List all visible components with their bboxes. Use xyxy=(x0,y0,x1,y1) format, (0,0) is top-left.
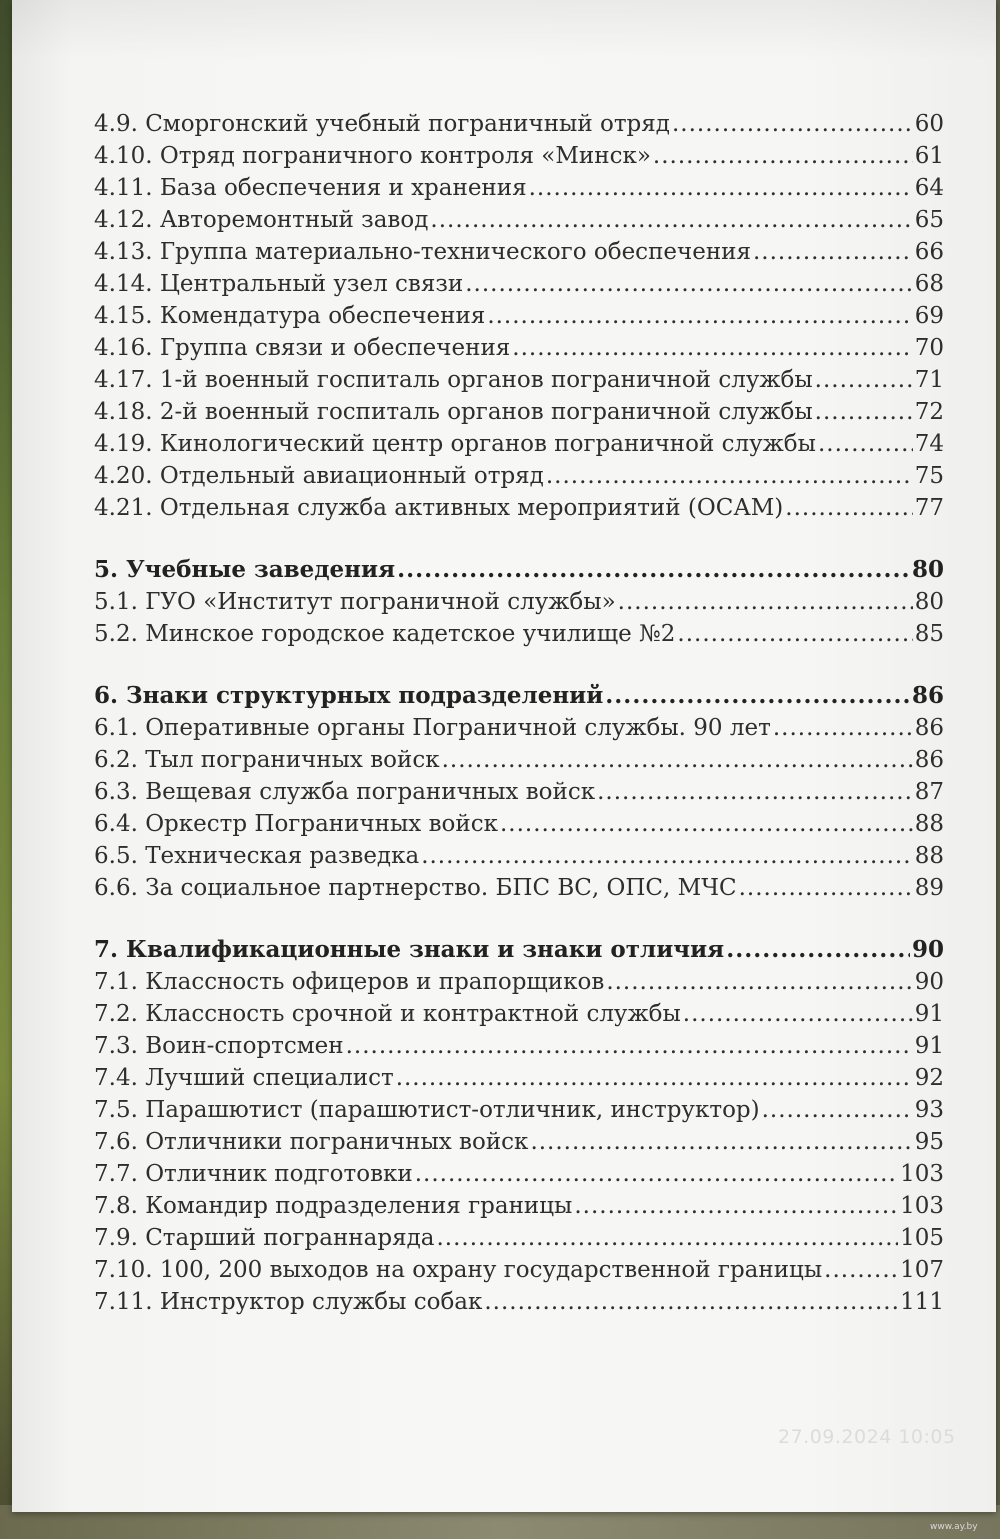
toc-entry xyxy=(94,1158,944,1190)
toc-entry xyxy=(94,300,944,332)
toc-page-number: 61 xyxy=(914,143,944,169)
toc-entry xyxy=(94,1126,944,1158)
toc-entry xyxy=(94,140,944,172)
toc-leader-dots xyxy=(677,618,912,650)
section-spacer xyxy=(94,524,944,554)
toc-entry-title: 4.11. База обеспечения и хранения xyxy=(94,175,527,201)
toc-entry-title: 4.13. Группа материально-технического обеспечения xyxy=(94,239,751,265)
toc-leader-dots xyxy=(415,1158,898,1190)
toc-page-number: 90 xyxy=(911,936,944,963)
toc-entry xyxy=(94,172,944,204)
toc-page-number: 77 xyxy=(914,495,944,521)
toc-page-number: 92 xyxy=(914,1065,944,1091)
toc-section-heading xyxy=(94,934,944,966)
toc-entry-title: 5.1. ГУО «Институт пограничной службы» xyxy=(94,589,616,615)
toc-entry-title: 4.14. Центральный узел связи xyxy=(94,271,464,297)
toc-entry xyxy=(94,1094,944,1126)
toc-leader-dots xyxy=(436,1222,898,1254)
toc-entry-title: 5.2. Минское городское кадетское училище №2 xyxy=(94,621,676,647)
toc-page-number: 91 xyxy=(914,1033,944,1059)
toc-page-number: 80 xyxy=(914,589,944,615)
toc-leader-dots xyxy=(430,204,912,236)
toc-leader-dots xyxy=(824,1254,898,1286)
toc-entry xyxy=(94,396,944,428)
toc-leader-dots xyxy=(653,140,913,172)
toc-page-number: 86 xyxy=(911,682,944,709)
toc-entry xyxy=(94,618,944,650)
toc-entry xyxy=(94,712,944,744)
toc-entry-title: 4.20. Отдельный авиационный отряд xyxy=(94,463,544,489)
toc-entry-title: 7.8. Командир подразделения границы xyxy=(94,1193,573,1219)
toc-entry-title: 4.10. Отряд пограничного контроля «Минск» xyxy=(94,143,651,169)
toc-entry-title: 7.2. Классность срочной и контрактной службы xyxy=(94,1001,681,1027)
toc-entry-title: 5. Учебные заведения xyxy=(94,556,396,583)
toc-entry-title: 4.18. 2-й военный госпиталь органов пограничной службы xyxy=(94,399,813,425)
toc-page-number: 111 xyxy=(900,1289,944,1315)
section-spacer xyxy=(94,650,944,680)
toc-leader-dots xyxy=(739,872,913,904)
toc-entry-title: 6. Знаки структурных подразделений xyxy=(94,682,604,709)
photo-timestamp: 27.09.2024 10:05 xyxy=(778,1426,956,1448)
toc-entry xyxy=(94,1222,944,1254)
toc-entry xyxy=(94,428,944,460)
toc-leader-dots xyxy=(815,364,913,396)
toc-entry xyxy=(94,808,944,840)
toc-page-number: 75 xyxy=(914,463,944,489)
table-of-contents xyxy=(94,108,944,1318)
toc-entry-title: 7.10. 100, 200 выходов на охрану государственной границы xyxy=(94,1257,823,1283)
toc-entry xyxy=(94,1254,944,1286)
toc-page-number: 93 xyxy=(914,1097,944,1123)
toc-leader-dots xyxy=(785,492,912,524)
toc-leader-dots xyxy=(346,1030,913,1062)
toc-leader-dots xyxy=(500,808,913,840)
toc-leader-dots xyxy=(672,108,913,140)
toc-leader-dots xyxy=(546,460,913,492)
toc-page-number: 86 xyxy=(914,715,944,741)
toc-leader-dots xyxy=(396,1062,913,1094)
toc-section-heading xyxy=(94,680,944,712)
toc-entry xyxy=(94,1030,944,1062)
toc-leader-dots xyxy=(753,236,913,268)
toc-leader-dots xyxy=(818,428,913,460)
toc-leader-dots xyxy=(465,268,912,300)
toc-entry xyxy=(94,1190,944,1222)
toc-entry xyxy=(94,236,944,268)
toc-leader-dots xyxy=(442,744,913,776)
toc-page-number: 70 xyxy=(914,335,944,361)
toc-entry-title: 7.11. Инструктор службы собак xyxy=(94,1289,483,1315)
toc-page-number: 69 xyxy=(914,303,944,329)
site-watermark: www.ay.by xyxy=(930,1522,978,1532)
toc-entry xyxy=(94,776,944,808)
toc-entry-title: 7.9. Старший пограннаряда xyxy=(94,1225,435,1251)
toc-leader-dots xyxy=(512,332,912,364)
toc-leader-dots xyxy=(683,998,913,1030)
toc-page-number: 80 xyxy=(911,556,944,583)
toc-entry-title: 6.5. Техническая разведка xyxy=(94,843,420,869)
toc-entry-title: 4.15. Комендатура обеспечения xyxy=(94,303,486,329)
toc-section-heading xyxy=(94,554,944,586)
toc-entry-title: 4.19. Кинологический центр органов пограничной службы xyxy=(94,431,816,457)
toc-page-number: 71 xyxy=(914,367,944,393)
toc-entry-title: 6.3. Вещевая служба пограничных войск xyxy=(94,779,596,805)
section-spacer xyxy=(94,904,944,934)
toc-leader-dots xyxy=(606,966,912,998)
toc-page-number: 103 xyxy=(900,1161,944,1187)
toc-page-number: 91 xyxy=(914,1001,944,1027)
toc-entry xyxy=(94,872,944,904)
toc-entry xyxy=(94,840,944,872)
toc-leader-dots xyxy=(605,680,910,712)
toc-entry-title: 7.5. Парашютист (парашютист-отличник, инструктор) xyxy=(94,1097,760,1123)
toc-entry xyxy=(94,332,944,364)
toc-page-number: 95 xyxy=(914,1129,944,1155)
toc-entry xyxy=(94,1062,944,1094)
page-shadow xyxy=(12,0,996,60)
toc-page-number: 68 xyxy=(914,271,944,297)
toc-leader-dots xyxy=(484,1286,898,1318)
toc-entry xyxy=(94,268,944,300)
toc-page-number: 105 xyxy=(900,1225,944,1251)
toc-entry-title: 7.7. Отличник подготовки xyxy=(94,1161,413,1187)
toc-entry xyxy=(94,966,944,998)
toc-entry xyxy=(94,586,944,618)
toc-entry-title: 7.3. Воин-спортсмен xyxy=(94,1033,344,1059)
toc-page-number: 72 xyxy=(914,399,944,425)
toc-leader-dots xyxy=(815,396,913,428)
toc-entry-title: 7.4. Лучший специалист xyxy=(94,1065,394,1091)
toc-page-number: 66 xyxy=(914,239,944,265)
toc-entry xyxy=(94,744,944,776)
toc-entry xyxy=(94,108,944,140)
toc-leader-dots xyxy=(487,300,912,332)
toc-entry-title: 6.4. Оркестр Пограничных войск xyxy=(94,811,498,837)
toc-entry xyxy=(94,204,944,236)
toc-leader-dots xyxy=(529,172,913,204)
toc-page-number: 74 xyxy=(914,431,944,457)
toc-leader-dots xyxy=(773,712,913,744)
toc-page-number: 64 xyxy=(914,175,944,201)
toc-page-number: 103 xyxy=(900,1193,944,1219)
toc-leader-dots xyxy=(574,1190,898,1222)
toc-page-number: 107 xyxy=(900,1257,944,1283)
toc-entry-title: 4.9. Сморгонский учебный пограничный отряд xyxy=(94,111,670,137)
toc-entry-title: 7.6. Отличники пограничных войск xyxy=(94,1129,529,1155)
toc-leader-dots xyxy=(762,1094,913,1126)
toc-entry xyxy=(94,998,944,1030)
toc-page-number: 88 xyxy=(914,843,944,869)
toc-page-number: 85 xyxy=(914,621,944,647)
toc-leader-dots xyxy=(618,586,913,618)
toc-page-number: 60 xyxy=(914,111,944,137)
toc-page-number: 87 xyxy=(914,779,944,805)
toc-entry xyxy=(94,492,944,524)
toc-entry-title: 4.17. 1-й военный госпиталь органов пограничной службы xyxy=(94,367,813,393)
toc-entry-title: 4.21. Отдельная служба активных мероприятий (ОСАМ) xyxy=(94,495,784,521)
toc-entry xyxy=(94,364,944,396)
toc-page-number: 89 xyxy=(914,875,944,901)
toc-page-number: 90 xyxy=(914,969,944,995)
toc-page-number: 88 xyxy=(914,811,944,837)
toc-entry-title: 4.16. Группа связи и обеспечения xyxy=(94,335,511,361)
toc-entry-title: 4.12. Авторемонтный завод xyxy=(94,207,429,233)
toc-leader-dots xyxy=(421,840,913,872)
toc-entry-title: 6.6. За социальное партнерство. БПС ВС, ОПС, МЧС xyxy=(94,875,737,901)
toc-leader-dots xyxy=(726,934,910,966)
toc-leader-dots xyxy=(397,554,910,586)
toc-entry-title: 6.1. Оперативные органы Пограничной службы. 90 лет xyxy=(94,715,771,741)
toc-entry-title: 7.1. Классность офицеров и прапорщиков xyxy=(94,969,605,995)
toc-entry-title: 7. Квалификационные знаки и знаки отличия xyxy=(94,936,725,963)
toc-page-number: 65 xyxy=(914,207,944,233)
toc-leader-dots xyxy=(530,1126,912,1158)
toc-leader-dots xyxy=(597,776,913,808)
toc-page-number: 86 xyxy=(914,747,944,773)
toc-entry xyxy=(94,460,944,492)
toc-entry-title: 6.2. Тыл пограничных войск xyxy=(94,747,440,773)
toc-entry xyxy=(94,1286,944,1318)
